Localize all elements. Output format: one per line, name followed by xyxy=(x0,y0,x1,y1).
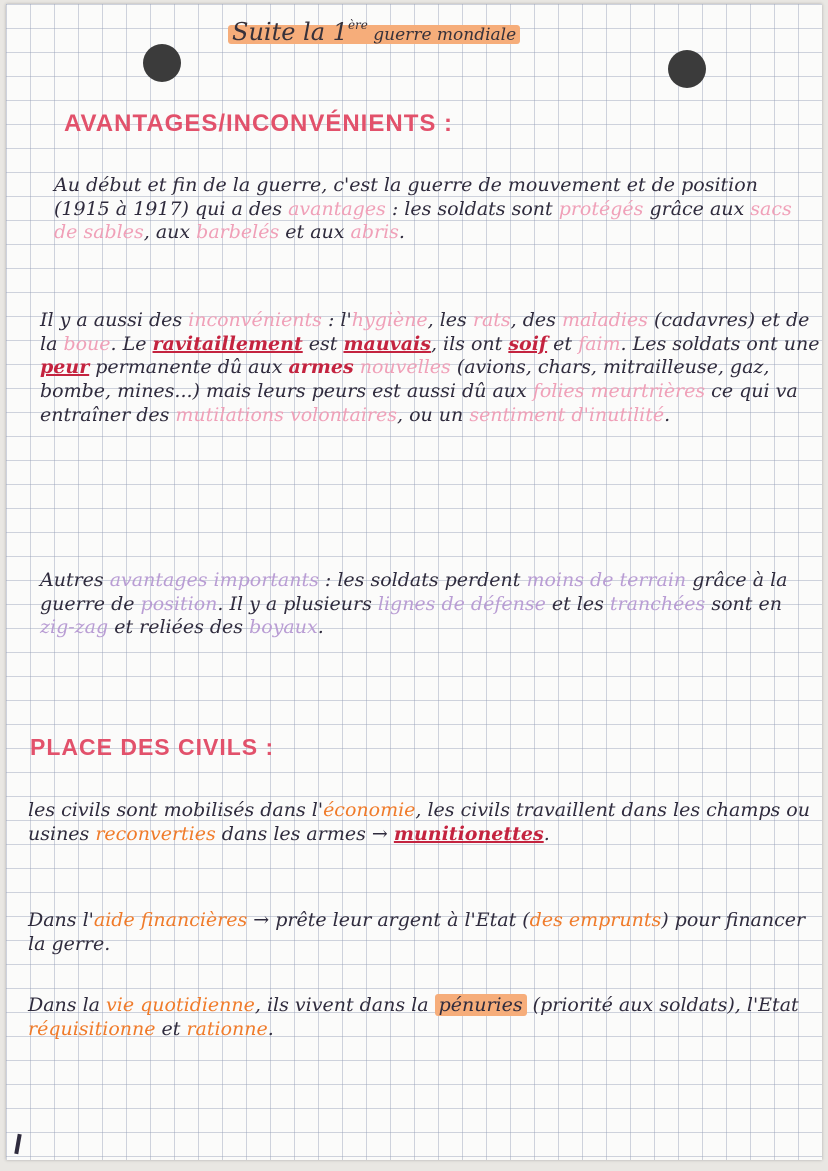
highlight-penuries: pénuries xyxy=(435,994,527,1016)
notebook-page xyxy=(6,4,822,1160)
heading-avantages-inconvenients: AVANTAGES/INCONVÉNIENTS : xyxy=(64,110,454,137)
binder-hole-left xyxy=(143,44,181,82)
paragraph-inconvenients: Il y a aussi des inconvénients : l'hygiène, les rats, des maladies (cadavres) et de la boue. Le ravitaillement est mauvais, ils ont soif et faim. Les soldats ont une peur permanente dû aux armes nouvelles (avions, chars, mitrailleuse, gaz, bombe, mines...) mais leurs peurs est aussi dû aux folies meurtrières ce qui va entraîner des mutilations volontaires, ou un sentiment d'inutilité. xyxy=(40,309,820,426)
binder-hole-right xyxy=(668,50,706,88)
paragraph-autres-avantages: Autres avantages importants : les soldats perdent moins de terrain grâce à la guerre de position. Il y a plusieurs lignes de défense et les tranchées sont en zig-zag et reliées des boyaux. xyxy=(40,569,788,639)
paragraph-avantages: Au début et fin de la guerre, c'est la guerre de mouvement et de position (1915 à 1917) qui a des avantages : les soldats sont protégés grâce aux sacs de sables, aux barbelés et aux abris. xyxy=(54,174,792,244)
title-highlight: Suite la 1ère guerre mondiale xyxy=(228,25,520,44)
paragraph-aide-financiere: Dans l'aide financières → prête leur argent à l'Etat (des emprunts) pour financer la gerre. xyxy=(28,909,806,955)
margin-pen-mark xyxy=(14,1134,21,1154)
heading-place-des-civils: PLACE DES CIVILS : xyxy=(30,734,275,760)
paragraph-vie-quotidienne: Dans la vie quotidienne, ils vivent dans la pénuries (priorité aux soldats), l'Etat réquisitionne et rationne. xyxy=(28,994,799,1040)
page-title xyxy=(228,18,520,46)
paragraph-economie: les civils sont mobilisés dans l'économie, les civils travaillent dans les champs ou usines reconverties dans les armes → munitionettes. xyxy=(28,799,810,845)
